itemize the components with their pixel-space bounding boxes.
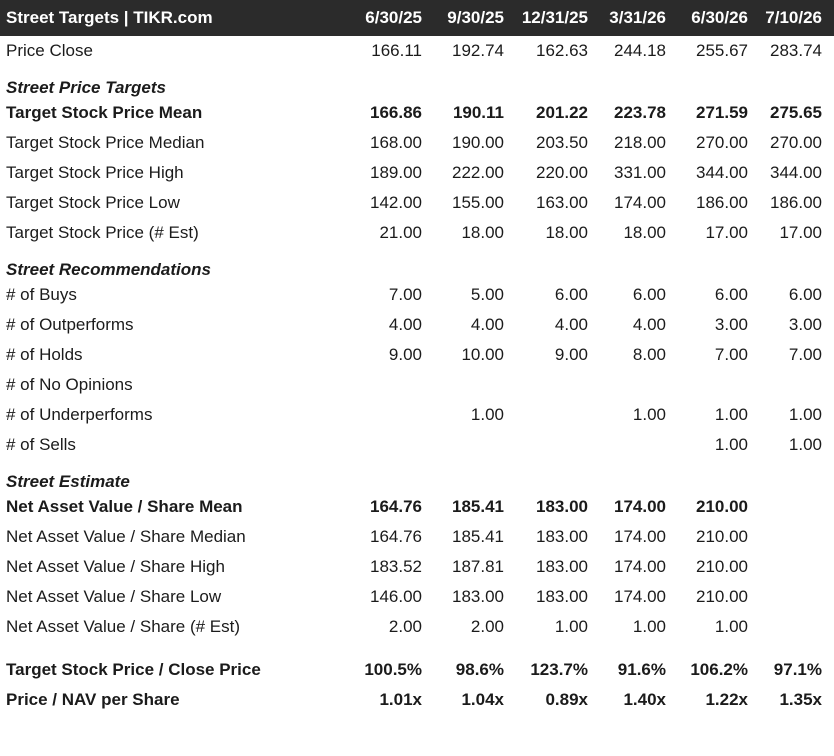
table-cell: 222.00: [452, 163, 504, 182]
table-cell: 189.00: [370, 163, 422, 182]
row-label: Net Asset Value / Share Low: [6, 587, 222, 606]
row-label: Net Asset Value / Share Mean: [6, 497, 243, 516]
table-row: [0, 310, 834, 340]
table-cell: 17.00: [705, 223, 748, 242]
table-cell: 163.00: [536, 193, 588, 212]
table-row: [0, 128, 834, 158]
table-row: [0, 655, 834, 685]
table-cell: 7.00: [388, 285, 422, 304]
row-label: Target Stock Price (# Est): [6, 223, 199, 242]
table-row: [0, 218, 834, 248]
table-row: [0, 280, 834, 310]
table-cell: 10.00: [461, 345, 504, 364]
table-cell: 174.00: [614, 587, 666, 606]
section-title: Street Price Targets: [6, 78, 166, 97]
table-cell: 100.5%: [364, 660, 422, 679]
table-cell: 275.65: [770, 103, 822, 122]
table-cell: 1.00: [788, 405, 822, 424]
table-row: [0, 522, 834, 552]
table-cell: 155.00: [452, 193, 504, 212]
table-row: [0, 188, 834, 218]
row-label: Net Asset Value / Share Median: [6, 527, 246, 546]
table-cell: 1.22x: [705, 690, 748, 709]
table-cell: 162.63: [536, 41, 588, 60]
table-cell: 1.40x: [623, 690, 666, 709]
section-heading-price-targets: [0, 66, 834, 98]
row-label: Target Stock Price Median: [6, 133, 205, 152]
table-cell: 1.35x: [779, 690, 822, 709]
column-header: 7/10/26: [765, 8, 822, 27]
table-row: [0, 98, 834, 128]
table-cell: 255.67: [696, 41, 748, 60]
table-cell: 186.00: [696, 193, 748, 212]
table-cell: 6.00: [788, 285, 822, 304]
table-cell: 9.00: [554, 345, 588, 364]
row-label: # of Buys: [6, 285, 77, 304]
table-cell: 21.00: [379, 223, 422, 242]
spacer: [0, 642, 834, 655]
table-cell: 185.41: [452, 497, 504, 516]
table-cell: 210.00: [696, 587, 748, 606]
table-cell: 164.76: [370, 527, 422, 546]
table-row: [0, 685, 834, 715]
table-cell: 6.00: [632, 285, 666, 304]
table-cell: 244.18: [614, 41, 666, 60]
row-label: Net Asset Value / Share High: [6, 557, 225, 576]
column-header: 3/31/26: [609, 8, 666, 27]
table-row: [0, 612, 834, 642]
table-cell: 17.00: [779, 223, 822, 242]
table-row: [0, 582, 834, 612]
table-cell: 183.00: [536, 587, 588, 606]
table-cell: 344.00: [770, 163, 822, 182]
table-cell: 187.81: [452, 557, 504, 576]
table-cell: 183.00: [536, 527, 588, 546]
table-cell: 98.6%: [455, 660, 504, 679]
table-cell: 6.00: [714, 285, 748, 304]
table-cell: 5.00: [470, 285, 504, 304]
table-cell: 1.00: [470, 405, 504, 424]
table-cell: 283.74: [770, 41, 822, 60]
column-header: 9/30/25: [447, 8, 504, 27]
table-cell: 168.00: [370, 133, 422, 152]
table-cell: 6.00: [554, 285, 588, 304]
row-label: Target Stock Price High: [6, 163, 184, 182]
table-cell: 344.00: [696, 163, 748, 182]
row-label: Target Stock Price Mean: [6, 103, 203, 122]
table-cell: 164.76: [370, 497, 422, 516]
table-cell: 123.7%: [530, 660, 588, 679]
table-cell: 192.74: [452, 41, 504, 60]
table-cell: 210.00: [696, 557, 748, 576]
table-cell: 18.00: [461, 223, 504, 242]
table-cell: 331.00: [614, 163, 666, 182]
table-cell: 2.00: [470, 617, 504, 636]
table-row: [0, 552, 834, 582]
table-cell: 1.00: [714, 435, 748, 454]
row-label: # of Underperforms: [6, 405, 153, 424]
row-label: Target Stock Price Low: [6, 193, 180, 212]
table-cell: 142.00: [370, 193, 422, 212]
table-cell: 174.00: [614, 557, 666, 576]
table-cell: 183.00: [452, 587, 504, 606]
table-cell: 190.00: [452, 133, 504, 152]
row-label: # of Outperforms: [6, 315, 134, 334]
table-cell: 1.00: [714, 405, 748, 424]
table-cell: 0.89x: [545, 690, 588, 709]
table-cell: 3.00: [788, 315, 822, 334]
table-title: Street Targets | TIKR.com: [6, 8, 213, 27]
table-cell: 4.00: [470, 315, 504, 334]
table-cell: 18.00: [545, 223, 588, 242]
table-cell: 1.00: [554, 617, 588, 636]
section-heading-recommendations: [0, 248, 834, 280]
table-header: [0, 0, 834, 36]
table-row: [0, 430, 834, 460]
table-cell: 186.00: [770, 193, 822, 212]
table-row: [0, 492, 834, 522]
table-cell: 18.00: [623, 223, 666, 242]
table-cell: 2.00: [388, 617, 422, 636]
row-label: # of Holds: [6, 345, 83, 364]
table-cell: 218.00: [614, 133, 666, 152]
table-cell: 1.00: [632, 405, 666, 424]
table-cell: 174.00: [614, 193, 666, 212]
table-cell: 183.52: [370, 557, 422, 576]
row-label: Net Asset Value / Share (# Est): [6, 617, 241, 636]
table-row: [0, 158, 834, 188]
table-row: [0, 340, 834, 370]
column-header: 6/30/26: [691, 8, 748, 27]
table-cell: 3.00: [714, 315, 748, 334]
table-cell: 210.00: [696, 527, 748, 546]
table-row: [0, 400, 834, 430]
row-label: Price Close: [6, 41, 93, 60]
table-cell: 166.86: [370, 103, 422, 122]
table-cell: 9.00: [388, 345, 422, 364]
row-label: Price / NAV per Share: [6, 690, 180, 709]
section-heading-estimate: [0, 460, 834, 492]
table-cell: 1.04x: [461, 690, 504, 709]
table-row-price-close: [0, 36, 834, 66]
row-label: # of Sells: [6, 435, 76, 454]
table-cell: 190.11: [452, 103, 504, 122]
table-cell: 201.22: [536, 103, 588, 122]
table-cell: 1.00: [714, 617, 748, 636]
table-cell: 223.78: [614, 103, 666, 122]
table-cell: 4.00: [388, 315, 422, 334]
table-cell: 4.00: [554, 315, 588, 334]
row-label: Target Stock Price / Close Price: [6, 660, 261, 679]
table-cell: 97.1%: [773, 660, 822, 679]
table-cell: 146.00: [370, 587, 422, 606]
column-header: 12/31/25: [521, 8, 588, 27]
table-cell: 4.00: [632, 315, 666, 334]
table-cell: 1.00: [632, 617, 666, 636]
table-cell: 220.00: [536, 163, 588, 182]
section-title: Street Recommendations: [6, 260, 211, 279]
table-cell: 1.01x: [379, 690, 422, 709]
table-cell: 270.00: [770, 133, 822, 152]
table-cell: 185.41: [452, 527, 504, 546]
table-cell: 7.00: [714, 345, 748, 364]
table-cell: 166.11: [371, 41, 422, 60]
table-cell: 210.00: [696, 497, 748, 516]
table-cell: 7.00: [788, 345, 822, 364]
table-row: [0, 370, 834, 400]
table-cell: 1.00: [788, 435, 822, 454]
column-header: 6/30/25: [365, 8, 422, 27]
table-cell: 203.50: [536, 133, 588, 152]
section-title: Street Estimate: [6, 472, 130, 491]
table-cell: 91.6%: [617, 660, 666, 679]
table-cell: 174.00: [614, 497, 666, 516]
table-cell: 183.00: [536, 497, 588, 516]
row-label: # of No Opinions: [6, 375, 133, 394]
table-cell: 270.00: [696, 133, 748, 152]
table-cell: 106.2%: [690, 660, 748, 679]
table-cell: 183.00: [536, 557, 588, 576]
table-cell: 174.00: [614, 527, 666, 546]
table-cell: 8.00: [632, 345, 666, 364]
table-cell: 271.59: [696, 103, 748, 122]
